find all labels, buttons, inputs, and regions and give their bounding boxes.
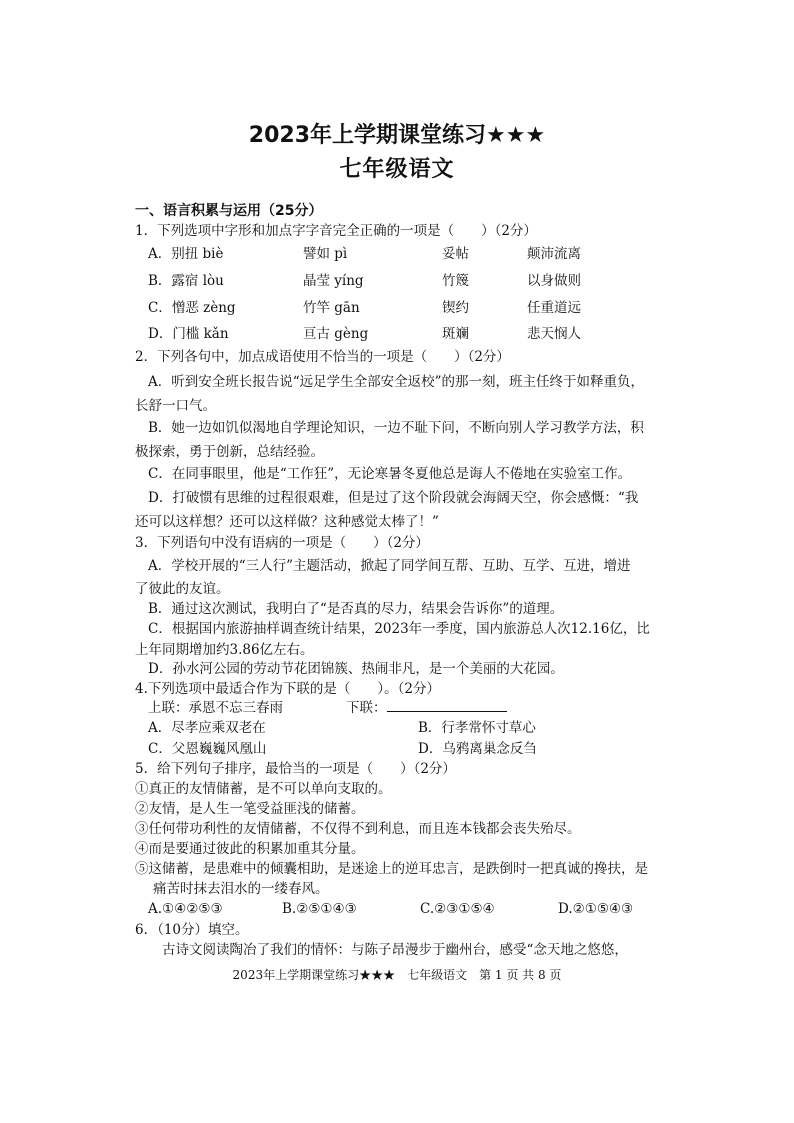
q1-option-b-3: 竹篾 [442,273,469,289]
q2-option-c: C．在同事眼里，他是“工作狂”，无论寒暑冬夏他总是诲人不倦地在实验室工作。 [148,466,632,482]
q1-option-b-2: 晶莹 yíng [303,273,364,289]
q1-option-c-4: 任重道远 [527,300,581,316]
q4-answer-blank [387,699,507,712]
q3-option-a-line1: A．学校开展的“三人行”主题活动，掀起了同学间互帮、互助、互学、互进，增进 [148,558,631,574]
q4-stem: 4.下列选项中最适合作为下联的是（ ）。（2分） [135,681,440,697]
q5-sentence-2: ②友情，是人生一笔受益匪浅的储蓄。 [135,801,365,817]
q4-option-d: D．乌鸦离巢念反刍 [418,741,537,757]
q3-option-a-line2: 了彼此的友谊。 [135,581,230,597]
q5-stem: 5．给下列句子排序，最恰当的一项是（ ）（2分） [135,761,456,777]
q1-option-d-2: 亘古 gèng [303,326,369,342]
q6-stem: 6．（10分）填空。 [135,922,249,938]
q5-option-b: B.②⑤①④③ [282,901,357,917]
q1-option-a-4: 颠沛流离 [527,246,581,262]
exam-subtitle: 七年级语文 [339,157,455,182]
q2-option-d-line1: D．打破惯有思维的过程很艰难，但是过了这个阶段就会海阔天空，你会感慨：“我 [148,490,639,506]
q4-lower-label: 下联： [346,700,387,716]
q2-option-a-line2: 长舒一口气。 [135,398,216,414]
exam-title: 2023年上学期课堂练习★★★ [248,123,546,148]
q4-option-b: B．行孝常怀寸草心 [418,720,536,736]
q5-option-d: D.②①⑤④③ [558,901,634,917]
q5-option-c: C.②③①⑤④ [420,901,495,917]
q4-option-a: A．尽孝应乘双老在 [148,720,266,736]
q2-option-b-line2: 极探索，勇于创新，总结经验。 [135,444,324,460]
q4-lower-couplet [346,699,507,717]
q5-sentence-1: ①真正的友情储蓄，是不可以单向支取的。 [135,781,392,797]
q5-sentence-5-line2: 痛苦时抹去泪水的一缕春风。 [153,881,329,897]
q3-option-c-line2: 上年同期增加约3.86亿左右。 [135,642,314,658]
q1-option-b-1: B．露宿 lòu [148,273,224,289]
q1-stem: 1．下列选项中字形和加点字字音完全正确的一项是（ ）（2分） [135,223,537,239]
q5-option-a: A.①④②⑤③ [148,901,223,917]
q1-option-d-3: 斑斓 [442,326,469,342]
q5-sentence-5-line1: ⑤这储蓄，是患难中的倾囊相助，是迷途上的逆耳忠言，是跌倒时一把真诚的搀扶，是 [135,861,648,877]
q6-paragraph: 古诗文阅读陶冶了我们的情怀：与陈子昂漫步于幽州台，感受“念天地之悠悠， [162,942,628,958]
q1-option-a-2: 譬如 pì [303,246,348,262]
q4-option-c: C．父恩巍巍风凰山 [148,741,267,757]
q2-option-b-line1: B．她一边如饥似渴地自学理论知识，一边不耻下问，不断向别人学习教学方法，积 [148,420,644,436]
q5-sentence-3: ③任何带功利性的友情储蓄，不仅得不到利息，而且连本钱都会丧失殆尽。 [135,821,581,837]
q4-upper-couplet: 上联：承恩不忘三春雨 [148,700,283,716]
q3-option-d: D．孙水河公园的劳动节花团锦簇、热闹非凡，是一个美丽的大花园。 [148,661,564,677]
section-heading: 一、语言积累与运用（25分） [135,203,323,219]
q1-option-a-3: 妥帖 [442,246,469,262]
q1-option-d-4: 悲天悯人 [527,326,581,342]
q5-sentence-4: ④而是要通过彼此的积累加重其分量。 [135,841,365,857]
q3-option-b: B．通过这次测试，我明白了“是否真的尽力，结果会告诉你”的道理。 [148,601,564,617]
page-footer: 2023年上学期课堂练习★★★ 七年级语文 第 1 页 共 8 页 [232,968,562,982]
q3-option-c-line1: C．根据国内旅游抽样调查统计结果，2023年一季度，国内旅游总人次12.16亿，比 [148,621,650,637]
q2-option-d-line2: 还可以这样想？还可以这样做？这种感觉太棒了！” [135,514,439,530]
q2-stem: 2．下列各句中，加点成语使用不恰当的一项是（ ）（2分） [135,349,510,365]
q1-option-a-1: A．别扭 biè [148,246,224,262]
q1-option-c-2: 竹竿 gān [303,300,360,316]
q1-option-c-1: C．憎恶 zèng [148,300,236,316]
q1-option-b-4: 以身做则 [527,273,581,289]
q2-option-a-line1: A．听到安全班长报告说“远足学生全部安全返校”的那一刻，班主任终于如释重负， [148,374,645,390]
q3-stem: 3．下列语句中没有语病的一项是（ ）（2分） [135,535,429,551]
q1-option-d-1: D．门槛 kǎn [148,326,229,342]
q1-option-c-3: 锲约 [442,300,469,316]
